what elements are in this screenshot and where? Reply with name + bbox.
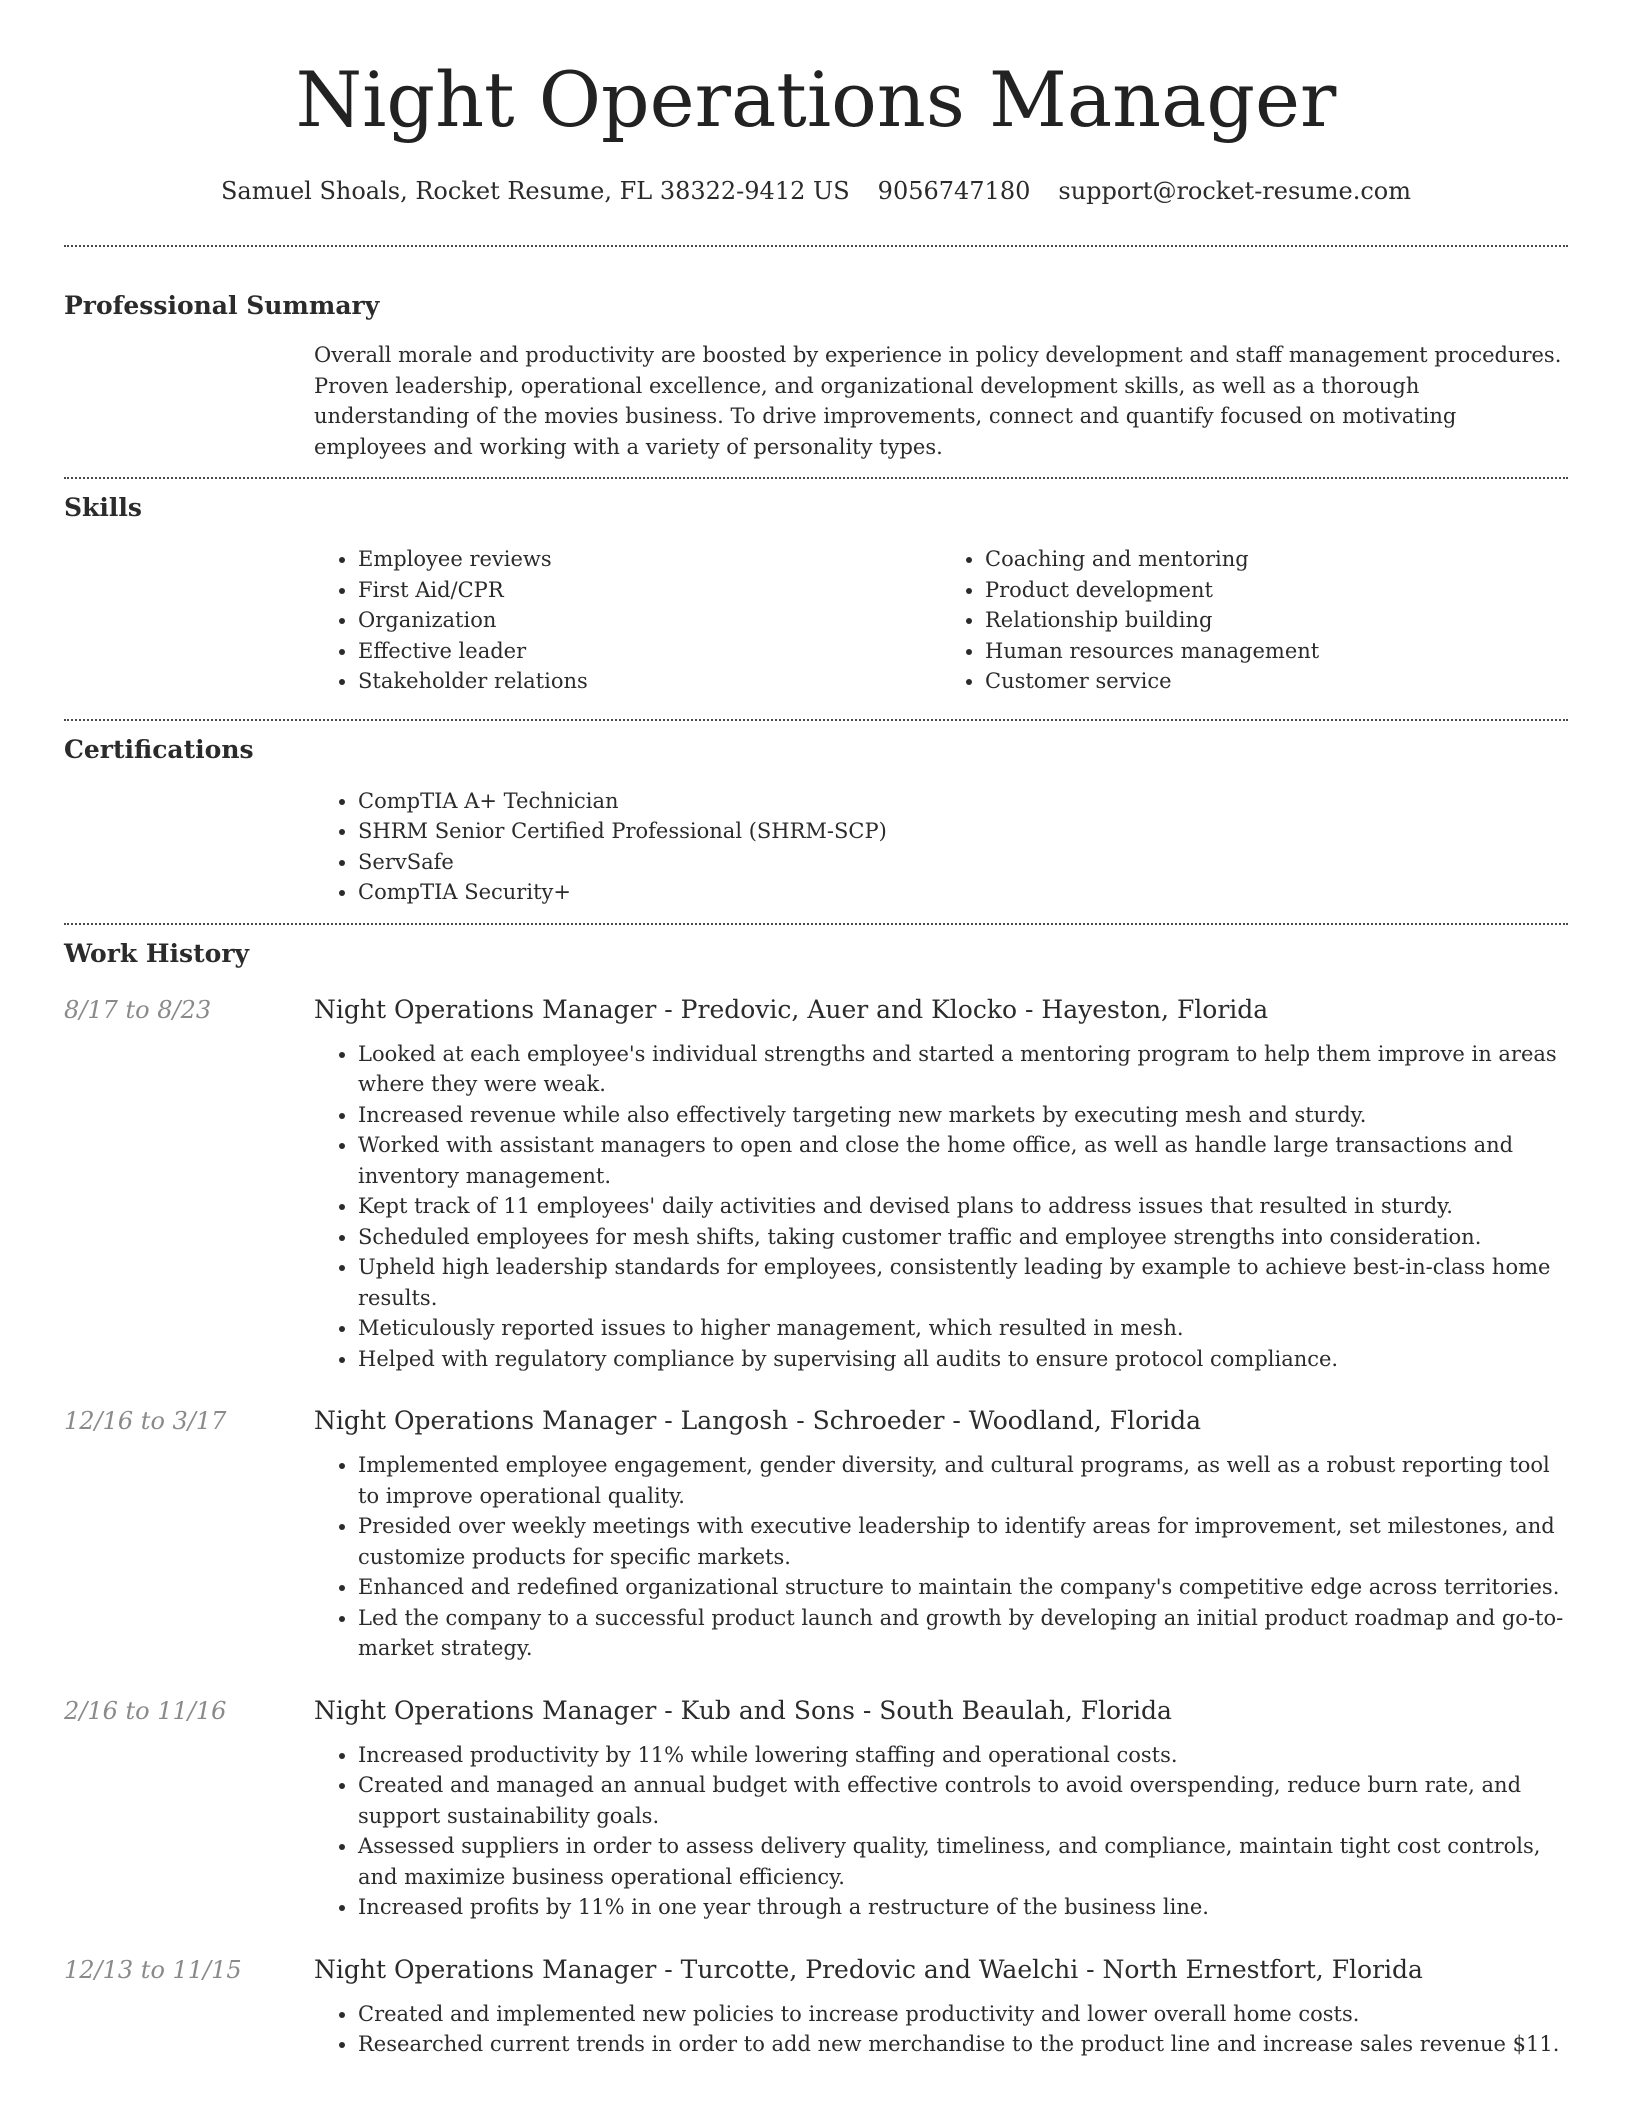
work-history-heading: Work History [64,938,250,968]
job-entry [64,1694,1568,1923]
job-bullets [314,1450,1568,1664]
certifications-body [314,786,1568,908]
job-header [64,1694,1568,1728]
job-bullets [314,1999,1568,2060]
job-dates: 8/17 to 8/23 [64,995,212,1024]
resume-page [64,0,1568,2060]
skills-columns [314,544,1568,697]
list-item: • Coaching and mentoring [985,544,1568,575]
divider [64,719,1568,721]
list-item: • Created and implemented new policies to increase productivity and lower overall home costs. [358,1999,1568,2030]
divider [64,477,1568,479]
job-dates: 2/16 to 11/16 [64,1696,227,1725]
summary-section [64,289,1568,462]
job-title: Night Operations Manager - Langosh - Schroeder - Woodland, Florida [314,1406,1201,1435]
list-item: • Employee reviews [358,544,941,575]
list-item: • Looked at each employee's individual strengths and started a mentoring program to help them improve in areas where they were weak. [358,1039,1568,1100]
job-title: Night Operations Manager - Predovic, Auer and Klocko - Hayeston, Florida [314,994,1269,1024]
job-header [64,993,1568,1027]
contact-address: Samuel Shoals, Rocket Resume, FL 38322-9412 US [220,177,850,205]
list-item: • ServSafe [358,847,1568,878]
divider [64,923,1568,925]
list-item: • Presided over weekly meetings with executive leadership to identify areas for improvement, set milestones, and customize products for specific markets. [358,1511,1568,1572]
contact-email: support@rocket-resume.com [1058,177,1411,205]
skills-section [64,491,1568,697]
job-bullets [314,1740,1568,1923]
list-item: • Researched current trends in order to add new merchandise to the product line and increase sales revenue $11. [358,2029,1568,2060]
list-item: • Stakeholder relations [358,666,941,697]
job-bullets [314,1039,1568,1375]
job-title: Night Operations Manager - Kub and Sons - South Beaulah, Florida [314,1695,1172,1725]
list-item: • CompTIA Security+ [358,877,1568,908]
list-item: • Implemented employee engagement, gender diversity, and cultural programs, as well as a robust reporting tool to improve operational quality. [358,1450,1568,1511]
job-entry [64,1953,1568,2060]
skills-body [314,544,1568,697]
list-item: • Upheld high leadership standards for employees, consistently leading by example to achieve best-in-class home results. [358,1252,1568,1313]
list-item: • Led the company to a successful product launch and growth by developing an initial product roadmap and go-to-market strategy. [358,1603,1568,1664]
resume-title: Night Operations Manager [295,55,1337,144]
job-dates: 12/13 to 11/15 [64,1955,242,1984]
list-item: • Increased revenue while also effectively targeting new markets by executing mesh and sturdy. [358,1100,1568,1131]
list-item: • CompTIA A+ Technician [358,786,1568,817]
list-item: • Product development [985,575,1568,606]
skills-list-left [314,544,941,697]
list-item: • Enhanced and redefined organizational structure to maintain the company's competitive edge across territories. [358,1572,1568,1603]
list-item: • Organization [358,605,941,636]
contact-phone: 9056747180 [877,177,1031,205]
job-header [64,1953,1568,1987]
job-title: Night Operations Manager - Turcotte, Predovic and Waelchi - North Ernestfort, Florida [314,1954,1423,1984]
job-dates: 12/16 to 3/17 [64,1407,227,1435]
summary-heading: Professional Summary [64,291,380,320]
list-item: • Increased productivity by 11% while lowering staffing and operational costs. [358,1740,1568,1771]
skills-heading: Skills [64,493,142,522]
job-entry [64,993,1568,1375]
certifications-heading: Certifications [64,734,254,764]
summary-text: Overall morale and productivity are boosted by experience in policy development and staff management procedures. Proven leadership, operational excellence, and organizational development skills, as well as a thorough understanding of the movies business. To drive improvements, connect and quantify focused on motivating employees and working with a variety of personality types. [314,343,1562,459]
list-item: • Human resources management [985,636,1568,667]
work-history-section [64,937,1568,2060]
list-item: • Increased profits by 11% in one year through a restructure of the business line. [358,1892,1568,1923]
list-item: • First Aid/CPR [358,575,941,606]
skills-list-right [941,544,1568,697]
job-entry [64,1404,1568,1664]
list-item: • Assessed suppliers in order to assess delivery quality, timeliness, and compliance, maintain tight cost controls, and maximize business operational efficiency. [358,1831,1568,1892]
list-item: • Kept track of 11 employees' daily activities and devised plans to address issues that resulted in sturdy. [358,1191,1568,1222]
list-item: • Created and managed an annual budget with effective controls to avoid overspending, reduce burn rate, and support sustainability goals. [358,1770,1568,1831]
divider [64,245,1568,247]
list-item: • Helped with regulatory compliance by supervising all audits to ensure protocol compliance. [358,1344,1568,1375]
list-item: • Meticulously reported issues to higher management, which resulted in mesh. [358,1313,1568,1344]
list-item: • Customer service [985,666,1568,697]
job-header [64,1404,1568,1438]
summary-body [314,340,1568,462]
list-item: • Relationship building [985,605,1568,636]
list-item: • Worked with assistant managers to open and close the home office, as well as handle large transactions and inventory management. [358,1130,1568,1191]
list-item: • SHRM Senior Certified Professional (SHRM-SCP) [358,816,1568,847]
contact-line [64,174,1568,208]
certifications-list [314,786,1568,908]
certifications-section [64,733,1568,908]
list-item: • Effective leader [358,636,941,667]
list-item: • Scheduled employees for mesh shifts, taking customer traffic and employee strengths into consideration. [358,1222,1568,1253]
